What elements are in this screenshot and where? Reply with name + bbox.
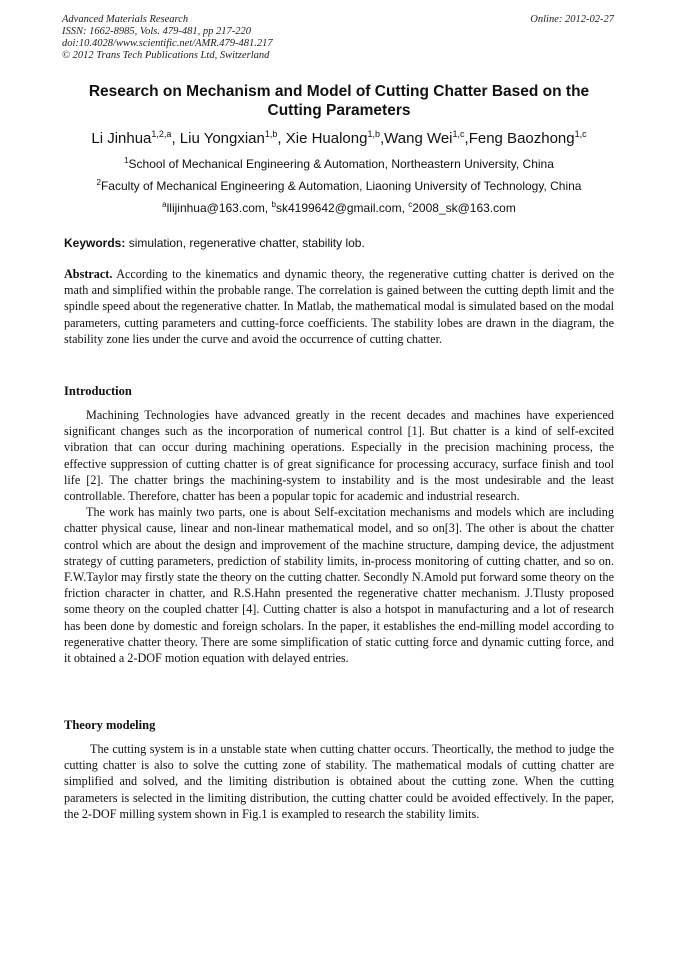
- author-name: Feng Baozhong: [468, 130, 575, 147]
- author-list: Li Jinhua$^{1,2,a}$, Liu Yongxian$^{1,b}$, Xie Hualong$^{1,b}$,Wang Wei$^{1,c}$,Feng Baozhong$^{1,c}$: [91, 129, 587, 147]
- author-affiliation-mark: 1,c: [574, 129, 587, 139]
- doi-line: doi:10.4028/www.scientific.net/AMR.479-481.217: [62, 38, 273, 49]
- email-address: 2008_sk@163.com: [412, 201, 516, 215]
- author-name: Xie Hualong: [285, 130, 368, 147]
- paragraph: The cutting system is in a unstable state when cutting chatter occurs. Theortically, the method to judge the cutting chatter is also to solve the cutting zone of stability. The mathematical modals of cutting chatter are simplified and solved, and the limiting distribution is obtained about the cutting zone. When the cutting parameters is selected in the limiting distribution, the cutting chatter could be avoided effectively. In the paper, the 2-DOF milling system shown in Fig.1 is exampled to research the stability limits.: [64, 742, 614, 821]
- keywords-text: simulation, regenerative chatter, stability lob.: [125, 236, 365, 250]
- email-mark: b: [271, 200, 276, 209]
- email-mark: a: [162, 200, 167, 209]
- affiliation-mark: 2: [96, 178, 101, 187]
- author-emails: [40, 201, 638, 215]
- section-heading-introduction: Introduction: [64, 384, 132, 398]
- affiliation-text: School of Mechanical Engineering & Automation, Northeastern University, China: [128, 157, 554, 171]
- affiliation-2: [40, 179, 638, 193]
- journal-header: [62, 14, 273, 62]
- author-name: Wang Wei: [384, 130, 453, 147]
- issn-line: ISSN: 1662-8985, Vols. 479-481, pp 217-220: [62, 26, 251, 37]
- author-affiliation-mark: 1,b: [264, 129, 278, 139]
- author-affiliation-mark: 1,b: [367, 129, 380, 139]
- paragraph: The work has mainly two parts, one is about Self-excitation mechanisms and models which are including chatter physical cause, linear and non-linear mathematical model, and so on[3]. The other is about the chatter control which are about the design and improvement of the machine structure, damping device, the adjustment strategy of cutting parameters, prediction of stability limits, in-process monitoring of cutting chatter, and so on. F.W.Taylor may firstly state the theory on the cutting chatter. Secondly N.Amold put forward some theory on the friction character in chatter, and R.S.Hahn presented the regenerative chatter mechanism. J.Tlusty proposed some theory on the coupled chatter [4]. Cutting chatter is also a hotspot in manufacturing and a lot of research has been done by domestic and foreign scholars. In the paper, it establishes the end-milling model according to regenerative chatter theory. There are some simplification of static cutting force and dynamic cutting force, and it obtained a 2-DOF motion equation with delayed entries.: [64, 505, 614, 666]
- author-name: Li Jinhua: [91, 130, 152, 147]
- email-mark: c: [408, 200, 413, 209]
- introduction-body: [64, 407, 614, 666]
- online-date: Online: 2012-02-27: [530, 14, 614, 25]
- author-name: Liu Yongxian: [179, 130, 265, 147]
- paper-title: Research on Mechanism and Model of Cutting Chatter Based on the Cutting Parameters: [88, 83, 590, 119]
- journal-name: Advanced Materials Research: [62, 14, 189, 25]
- affiliation-mark: 1: [124, 156, 129, 165]
- abstract-label: Abstract.: [64, 267, 113, 281]
- author-affiliation-mark: 1,2,a: [151, 129, 172, 139]
- section-heading-theory-modeling: Theory modeling: [64, 718, 156, 732]
- abstract: [64, 266, 614, 347]
- keywords: [64, 236, 614, 250]
- paragraph: Machining Technologies have advanced greatly in the recent decades and machines have experienced significant changes such as the incorporation of numerical control [1]. But chatter is a kind of self-excited vibration that can occur during machining operations. Especially in the precision machining process, the effective suppression of cutting chatter is of great significance for processing accuracy, surface finish and tool life [2]. The chatter brings the machining-system to instability and is the most undesirable and the least controllable. Therefore, chatter has been a popular topic for academic and industrial research.: [64, 408, 614, 504]
- copyright-line: © 2012 Trans Tech Publications Ltd, Switzerland: [62, 50, 270, 61]
- abstract-text: According to the kinematics and dynamic theory, the regenerative cutting chatter is derived on the math and simplified within the probable range. The correlation is gained between the cutting depth limit and the spindle speed about the regenerative chatter. In Matlab, the mathematical modal is simulated based on the modal parameters, cutting parameters and cutting-force coefficients. The stability lobes are drawn in the diagram, the stability zone lies under the curve and avoid the occurrence of cutting chatter.: [64, 267, 614, 346]
- theory-body: [64, 741, 614, 822]
- author-affiliation-mark: 1,c: [452, 129, 465, 139]
- email-address: sk4199642@gmail.com,: [275, 201, 409, 215]
- affiliation-text: Faculty of Mechanical Engineering & Automation, Liaoning University of Technology, China: [100, 179, 582, 193]
- keywords-label: Keywords:: [64, 236, 126, 250]
- email-address: llijinhua@163.com,: [166, 201, 272, 215]
- affiliation-1: [40, 157, 638, 171]
